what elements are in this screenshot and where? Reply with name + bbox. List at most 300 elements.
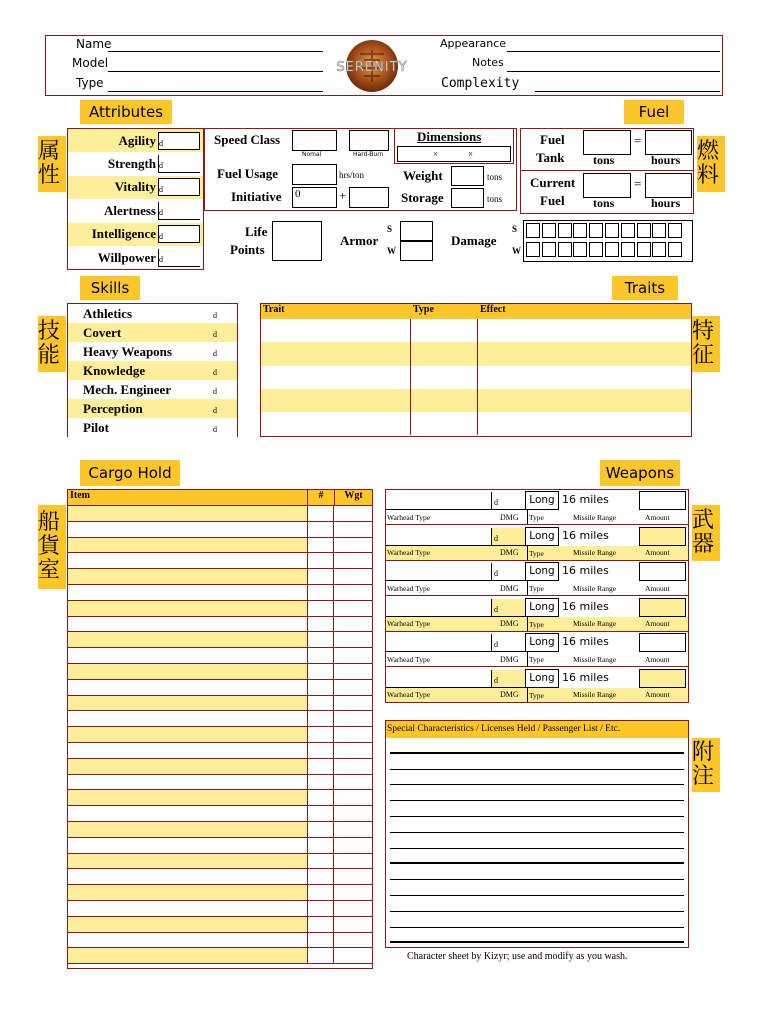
weapon-amount-field[interactable]	[639, 633, 686, 652]
weapon-die-field[interactable]	[491, 599, 525, 617]
complexity-field[interactable]	[535, 91, 720, 92]
attribute-die-field[interactable]	[158, 132, 200, 150]
tank-tons-unit: tons	[593, 153, 615, 167]
notes-line[interactable]	[390, 864, 684, 880]
cargo-row[interactable]	[68, 711, 372, 727]
weight-header: Wgt	[344, 490, 363, 501]
count-cell[interactable]	[308, 727, 334, 742]
model-label: Model	[72, 56, 109, 70]
count-cell[interactable]	[308, 553, 334, 568]
weight-cell[interactable]	[334, 664, 372, 679]
armor-s-field[interactable]	[400, 221, 433, 241]
weapon-amount-field[interactable]	[639, 491, 686, 510]
cargo-row[interactable]	[68, 585, 372, 601]
tank-hours-unit: hours	[651, 153, 681, 167]
weapon-die-field[interactable]	[491, 634, 525, 652]
cargo-row[interactable]	[68, 632, 372, 648]
weight-cell[interactable]	[334, 822, 372, 837]
weapon-range-value[interactable]: 16 miles	[562, 564, 609, 577]
item-cell[interactable]	[68, 933, 308, 948]
type-cell[interactable]	[411, 319, 478, 342]
item-cell[interactable]	[68, 680, 308, 695]
tank-hours-field[interactable]	[645, 130, 692, 155]
item-cell[interactable]	[68, 775, 308, 790]
weapon-die-field[interactable]	[491, 563, 525, 581]
attribute-row	[68, 246, 203, 269]
tank-tons-field[interactable]	[583, 130, 631, 155]
item-cell[interactable]	[68, 917, 308, 932]
trait-cell[interactable]	[261, 412, 411, 435]
weight-cell[interactable]	[334, 696, 372, 711]
skill-label: Perception	[83, 400, 143, 416]
damage-box[interactable]	[526, 242, 540, 257]
weight-cell[interactable]	[334, 522, 372, 537]
count-cell[interactable]	[308, 522, 334, 537]
cargo-row[interactable]	[68, 854, 372, 870]
notes-line[interactable]	[390, 770, 684, 786]
cargo-row[interactable]	[68, 538, 372, 554]
weapon-range-value[interactable]: 16 miles	[562, 493, 609, 506]
damage-boxes	[523, 220, 693, 262]
damage-box[interactable]	[526, 223, 540, 238]
item-cell[interactable]	[68, 948, 308, 963]
weapon-range-value[interactable]: 16 miles	[562, 670, 609, 684]
skill-label: Knowledge	[83, 362, 146, 378]
cargo-row[interactable]	[68, 553, 372, 569]
current-label-2: Fuel	[540, 193, 565, 208]
damage-box[interactable]	[652, 223, 666, 238]
weapon-name-field[interactable]	[386, 526, 491, 546]
damage-box[interactable]	[542, 223, 556, 238]
damage-box[interactable]	[621, 242, 635, 257]
damage-label: Damage	[451, 233, 497, 248]
skill-die-field[interactable]	[211, 400, 237, 417]
item-cell[interactable]	[68, 885, 308, 900]
cargo-row[interactable]	[68, 790, 372, 806]
cargo-row[interactable]	[68, 601, 372, 617]
warhead-label: Warhead Type	[387, 690, 431, 699]
effect-cell[interactable]	[478, 319, 691, 342]
type-label: Type	[527, 617, 573, 631]
weapon-die-field[interactable]	[491, 528, 525, 546]
cargo-row[interactable]	[68, 917, 372, 933]
weight-cell[interactable]	[334, 727, 372, 742]
trait-row[interactable]	[261, 366, 691, 389]
complexity-label: Complexity	[441, 76, 520, 91]
skill-label: Mech. Engineer	[83, 381, 172, 397]
damage-box[interactable]	[668, 223, 682, 238]
cargo-row[interactable]	[68, 806, 372, 822]
cargo-row[interactable]	[68, 822, 372, 838]
count-cell[interactable]	[308, 585, 334, 600]
weight-cell[interactable]	[334, 806, 372, 821]
weight-cell[interactable]	[334, 869, 372, 884]
count-cell[interactable]	[308, 538, 334, 553]
weapon-range-type[interactable]: Long	[525, 633, 559, 652]
weight-cell[interactable]	[334, 743, 372, 758]
weight-field[interactable]	[451, 166, 484, 186]
notes-header: Special Characteristics / Licenses Held / Passenger List / Etc.	[386, 721, 688, 738]
count-cell[interactable]	[308, 680, 334, 695]
item-cell[interactable]	[68, 569, 308, 584]
trait-row[interactable]	[261, 412, 691, 435]
item-cell[interactable]	[68, 806, 308, 821]
trait-cell[interactable]	[261, 342, 411, 365]
cargo-row[interactable]	[68, 680, 372, 696]
weight-cell[interactable]	[334, 854, 372, 869]
trait-cell[interactable]	[261, 366, 411, 389]
count-cell[interactable]	[308, 617, 334, 632]
weapon-name-field[interactable]	[386, 490, 491, 510]
damage-box[interactable]	[558, 242, 572, 257]
damage-box[interactable]	[573, 223, 587, 238]
skill-die: d	[213, 425, 217, 434]
type-cell[interactable]	[411, 412, 478, 435]
weight-cell[interactable]	[334, 917, 372, 932]
weight-cell[interactable]	[334, 680, 372, 695]
count-cell[interactable]	[308, 948, 334, 963]
notes-line[interactable]	[390, 817, 684, 833]
attribute-die: d	[159, 138, 163, 148]
weapon-die-field[interactable]	[491, 492, 525, 510]
weight-cell[interactable]	[334, 585, 372, 600]
count-cell[interactable]	[308, 933, 334, 948]
weight-cell[interactable]	[334, 632, 372, 647]
traits-header	[261, 304, 691, 319]
weapon-range-value[interactable]: 16 miles	[562, 635, 609, 648]
attribute-die-field[interactable]	[158, 178, 200, 196]
attributes-cjk: 属性	[38, 136, 66, 192]
count-header: #	[308, 490, 335, 505]
notes-line[interactable]	[390, 801, 684, 817]
skill-row	[68, 380, 237, 399]
weight-cell[interactable]	[334, 553, 372, 568]
skill-label: Covert	[83, 324, 122, 340]
cargo-header	[68, 490, 372, 506]
item-cell[interactable]	[68, 538, 308, 553]
item-cell[interactable]	[68, 553, 308, 568]
notes-cjk: 附注	[692, 738, 720, 792]
weapon-range-value[interactable]: 16 miles	[562, 528, 609, 542]
weight-cell[interactable]	[334, 933, 372, 948]
skill-row	[68, 323, 237, 342]
cargo-row[interactable]	[68, 743, 372, 759]
attributes-box	[67, 128, 204, 270]
skills-box	[67, 303, 238, 437]
attribute-die: d	[159, 161, 163, 171]
cargo-row[interactable]	[68, 759, 372, 775]
initiative-field[interactable]	[292, 187, 337, 208]
cargo-row[interactable]	[68, 775, 372, 791]
effect-cell[interactable]	[478, 412, 691, 435]
skill-die: d	[213, 330, 217, 339]
type-field[interactable]	[108, 91, 323, 92]
warhead-label: Warhead Type	[387, 583, 431, 593]
item-cell[interactable]	[68, 901, 308, 916]
weapon-range-type[interactable]: Long	[525, 562, 559, 581]
item-cell[interactable]	[68, 696, 308, 711]
skill-die-field[interactable]	[211, 362, 237, 379]
item-cell[interactable]	[68, 522, 308, 537]
cargo-row[interactable]	[68, 648, 372, 664]
weapon-top-row	[386, 561, 688, 581]
cargo-row[interactable]	[68, 727, 372, 743]
weapon-name-field[interactable]	[386, 561, 491, 581]
notes-box	[385, 720, 689, 948]
weapon-amount-field[interactable]	[639, 669, 686, 688]
count-cell[interactable]	[308, 711, 334, 726]
dmg-label: DMG	[500, 548, 519, 557]
weapon-name-field[interactable]	[386, 597, 491, 617]
weapon-label-row	[386, 688, 688, 703]
cargo-row[interactable]	[68, 617, 372, 633]
item-cell[interactable]	[68, 711, 308, 726]
skill-label: Heavy Weapons	[83, 343, 172, 359]
notes-line[interactable]	[390, 833, 684, 849]
cargo-row[interactable]	[68, 696, 372, 712]
damage-box[interactable]	[637, 242, 651, 257]
count-cell[interactable]	[308, 790, 334, 805]
damage-box[interactable]	[637, 223, 651, 238]
attribute-die-field[interactable]	[158, 225, 200, 243]
count-cell[interactable]	[308, 901, 334, 916]
dmg-label: DMG	[500, 583, 519, 593]
name-label: Name	[76, 37, 112, 51]
missile-range-label: Missile Range	[573, 583, 617, 593]
damage-box[interactable]	[573, 242, 587, 257]
weapon-range-type[interactable]: Long	[525, 527, 559, 546]
notes-line[interactable]	[390, 912, 684, 928]
trait-row[interactable]	[261, 389, 691, 412]
speed-normal-field[interactable]	[292, 130, 337, 151]
notes-line[interactable]	[390, 738, 684, 754]
weapon-range-value[interactable]: 16 miles	[562, 599, 609, 613]
weight-cell[interactable]	[334, 948, 372, 963]
weight-cell[interactable]	[334, 901, 372, 916]
count-cell[interactable]	[308, 648, 334, 663]
count-cell[interactable]	[308, 885, 334, 900]
current-tons-unit: tons	[593, 196, 615, 210]
weapon-label-row	[386, 652, 688, 667]
skill-die-field[interactable]	[211, 343, 237, 360]
amount-label: Amount	[645, 548, 670, 557]
weapon-range-type[interactable]: Long	[525, 669, 559, 688]
count-cell[interactable]	[308, 759, 334, 774]
type-cell[interactable]	[411, 342, 478, 365]
count-cell[interactable]	[308, 917, 334, 932]
type-label: Type	[527, 510, 573, 524]
current-tons-field[interactable]	[583, 173, 631, 198]
storage-label: Storage	[401, 190, 444, 205]
weight-cell[interactable]	[334, 885, 372, 900]
trait-row[interactable]	[261, 319, 691, 342]
count-cell[interactable]	[308, 869, 334, 884]
attribute-die-field[interactable]	[158, 249, 200, 267]
missile-range-label: Missile Range	[573, 512, 617, 522]
cargo-row[interactable]	[68, 885, 372, 901]
damage-box[interactable]	[589, 242, 603, 257]
weight-cell[interactable]	[334, 759, 372, 774]
damage-box[interactable]	[558, 223, 572, 238]
current-hours-field[interactable]	[645, 173, 692, 198]
weight-cell[interactable]	[334, 711, 372, 726]
item-cell[interactable]	[68, 854, 308, 869]
weapon-name-field[interactable]	[386, 632, 491, 652]
effect-cell[interactable]	[478, 342, 691, 365]
damage-box[interactable]	[589, 223, 603, 238]
attribute-label: Willpower	[97, 249, 156, 265]
weapon-block	[386, 668, 688, 704]
cargo-row[interactable]	[68, 664, 372, 680]
cargo-row[interactable]	[68, 838, 372, 854]
cargo-row[interactable]	[68, 948, 372, 964]
effect-cell[interactable]	[478, 366, 691, 389]
attribute-die-field[interactable]	[158, 202, 200, 220]
weight-cell[interactable]	[334, 617, 372, 632]
notes-line[interactable]	[390, 849, 684, 865]
weapon-label-row	[386, 581, 688, 596]
cargo-row[interactable]	[68, 569, 372, 585]
armor-w-field[interactable]	[400, 241, 433, 261]
item-cell[interactable]	[68, 727, 308, 742]
skill-die-field[interactable]	[211, 305, 237, 322]
count-cell[interactable]	[308, 601, 334, 616]
count-cell[interactable]	[308, 838, 334, 853]
weight-label: Weight	[403, 168, 443, 183]
skill-die-field[interactable]	[211, 381, 237, 398]
weapon-name-field[interactable]	[386, 668, 491, 688]
count-cell[interactable]	[308, 822, 334, 837]
count-cell[interactable]	[308, 696, 334, 711]
item-cell[interactable]	[68, 617, 308, 632]
life-points-field[interactable]	[272, 221, 322, 261]
damage-box[interactable]	[668, 242, 682, 257]
damage-box[interactable]	[605, 242, 619, 257]
weight-cell[interactable]	[334, 838, 372, 853]
damage-box[interactable]	[605, 223, 619, 238]
item-cell[interactable]	[68, 822, 308, 837]
cargo-row[interactable]	[68, 522, 372, 538]
initiative-bonus-field[interactable]	[349, 187, 389, 208]
notes-line[interactable]	[390, 896, 684, 912]
speed-hardburn-field[interactable]	[349, 130, 389, 151]
dmg-label: DMG	[500, 690, 519, 699]
attribute-label: Intelligence	[91, 226, 156, 242]
count-cell[interactable]	[308, 743, 334, 758]
cargo-row[interactable]	[68, 869, 372, 885]
skill-die-field[interactable]	[211, 324, 237, 341]
count-cell[interactable]	[308, 569, 334, 584]
weight-cell[interactable]	[334, 601, 372, 616]
weapon-amount-field[interactable]	[639, 562, 686, 581]
trait-cell[interactable]	[261, 319, 411, 342]
notes-label: Notes	[472, 56, 504, 69]
storage-field[interactable]	[451, 188, 484, 208]
weapon-range-type[interactable]: Long	[525, 491, 559, 510]
weight-cell[interactable]	[334, 506, 372, 521]
notes-field[interactable]	[507, 71, 720, 72]
attribute-die: d	[159, 185, 163, 195]
notes-line[interactable]	[390, 928, 684, 944]
count-cell[interactable]	[308, 854, 334, 869]
fuel-cjk: 燃料	[697, 136, 725, 192]
item-cell[interactable]	[68, 838, 308, 853]
weapon-die: d	[494, 675, 498, 685]
armor-w: W	[387, 246, 396, 256]
traits-table	[260, 303, 692, 437]
model-field[interactable]	[108, 71, 323, 72]
appearance-field[interactable]	[507, 51, 720, 52]
attribute-die-field[interactable]	[158, 155, 200, 173]
cargo-row[interactable]	[68, 933, 372, 949]
cargo-row[interactable]	[68, 506, 372, 522]
weight-cell[interactable]	[334, 790, 372, 805]
notes-line[interactable]	[390, 880, 684, 896]
weapon-amount-field[interactable]	[639, 527, 686, 546]
attribute-label: Alertness	[104, 202, 156, 218]
notes-line[interactable]	[390, 754, 684, 770]
item-cell[interactable]	[68, 506, 308, 521]
attributes-tag: Attributes	[80, 100, 172, 124]
item-cell[interactable]	[68, 790, 308, 805]
item-cell[interactable]	[68, 743, 308, 758]
weight-cell[interactable]	[334, 775, 372, 790]
count-cell[interactable]	[308, 806, 334, 821]
weight-cell[interactable]	[334, 648, 372, 663]
effect-cell[interactable]	[478, 389, 691, 412]
attribute-die: d	[159, 232, 163, 242]
weapon-amount-field[interactable]	[639, 598, 686, 617]
type-cell[interactable]	[411, 366, 478, 389]
count-cell[interactable]	[308, 632, 334, 647]
traits-tag: Traits	[612, 276, 678, 300]
weapon-label-row	[386, 546, 688, 561]
fuel-usage-field[interactable]	[292, 164, 337, 185]
name-field[interactable]	[108, 51, 323, 52]
trait-row[interactable]	[261, 342, 691, 365]
cargo-row[interactable]	[68, 901, 372, 917]
item-cell[interactable]	[68, 869, 308, 884]
damage-box[interactable]	[542, 242, 556, 257]
count-cell[interactable]	[308, 506, 334, 521]
item-cell[interactable]	[68, 601, 308, 616]
current-hours-unit: hours	[651, 196, 681, 210]
count-cell[interactable]	[308, 664, 334, 679]
weight-cell[interactable]	[334, 538, 372, 553]
type-cell[interactable]	[411, 389, 478, 412]
warhead-label: Warhead Type	[387, 512, 431, 522]
weapon-die: d	[494, 640, 498, 649]
weapons-tag: Weapons	[600, 460, 680, 486]
damage-box[interactable]	[652, 242, 666, 257]
count-cell[interactable]	[308, 775, 334, 790]
item-cell[interactable]	[68, 664, 308, 679]
item-cell[interactable]	[68, 759, 308, 774]
notes-line[interactable]	[390, 785, 684, 801]
weapon-die-field[interactable]	[491, 670, 525, 688]
skill-die-field[interactable]	[211, 419, 237, 436]
weapon-range-type[interactable]: Long	[525, 598, 559, 617]
amount-label: Amount	[645, 583, 670, 593]
trait-cell[interactable]	[261, 389, 411, 412]
dimensions-field[interactable]	[397, 146, 511, 162]
damage-box[interactable]	[621, 223, 635, 238]
weight-cell[interactable]	[334, 569, 372, 584]
item-cell[interactable]	[68, 632, 308, 647]
item-cell[interactable]	[68, 585, 308, 600]
skill-row	[68, 342, 237, 361]
item-cell[interactable]	[68, 648, 308, 663]
